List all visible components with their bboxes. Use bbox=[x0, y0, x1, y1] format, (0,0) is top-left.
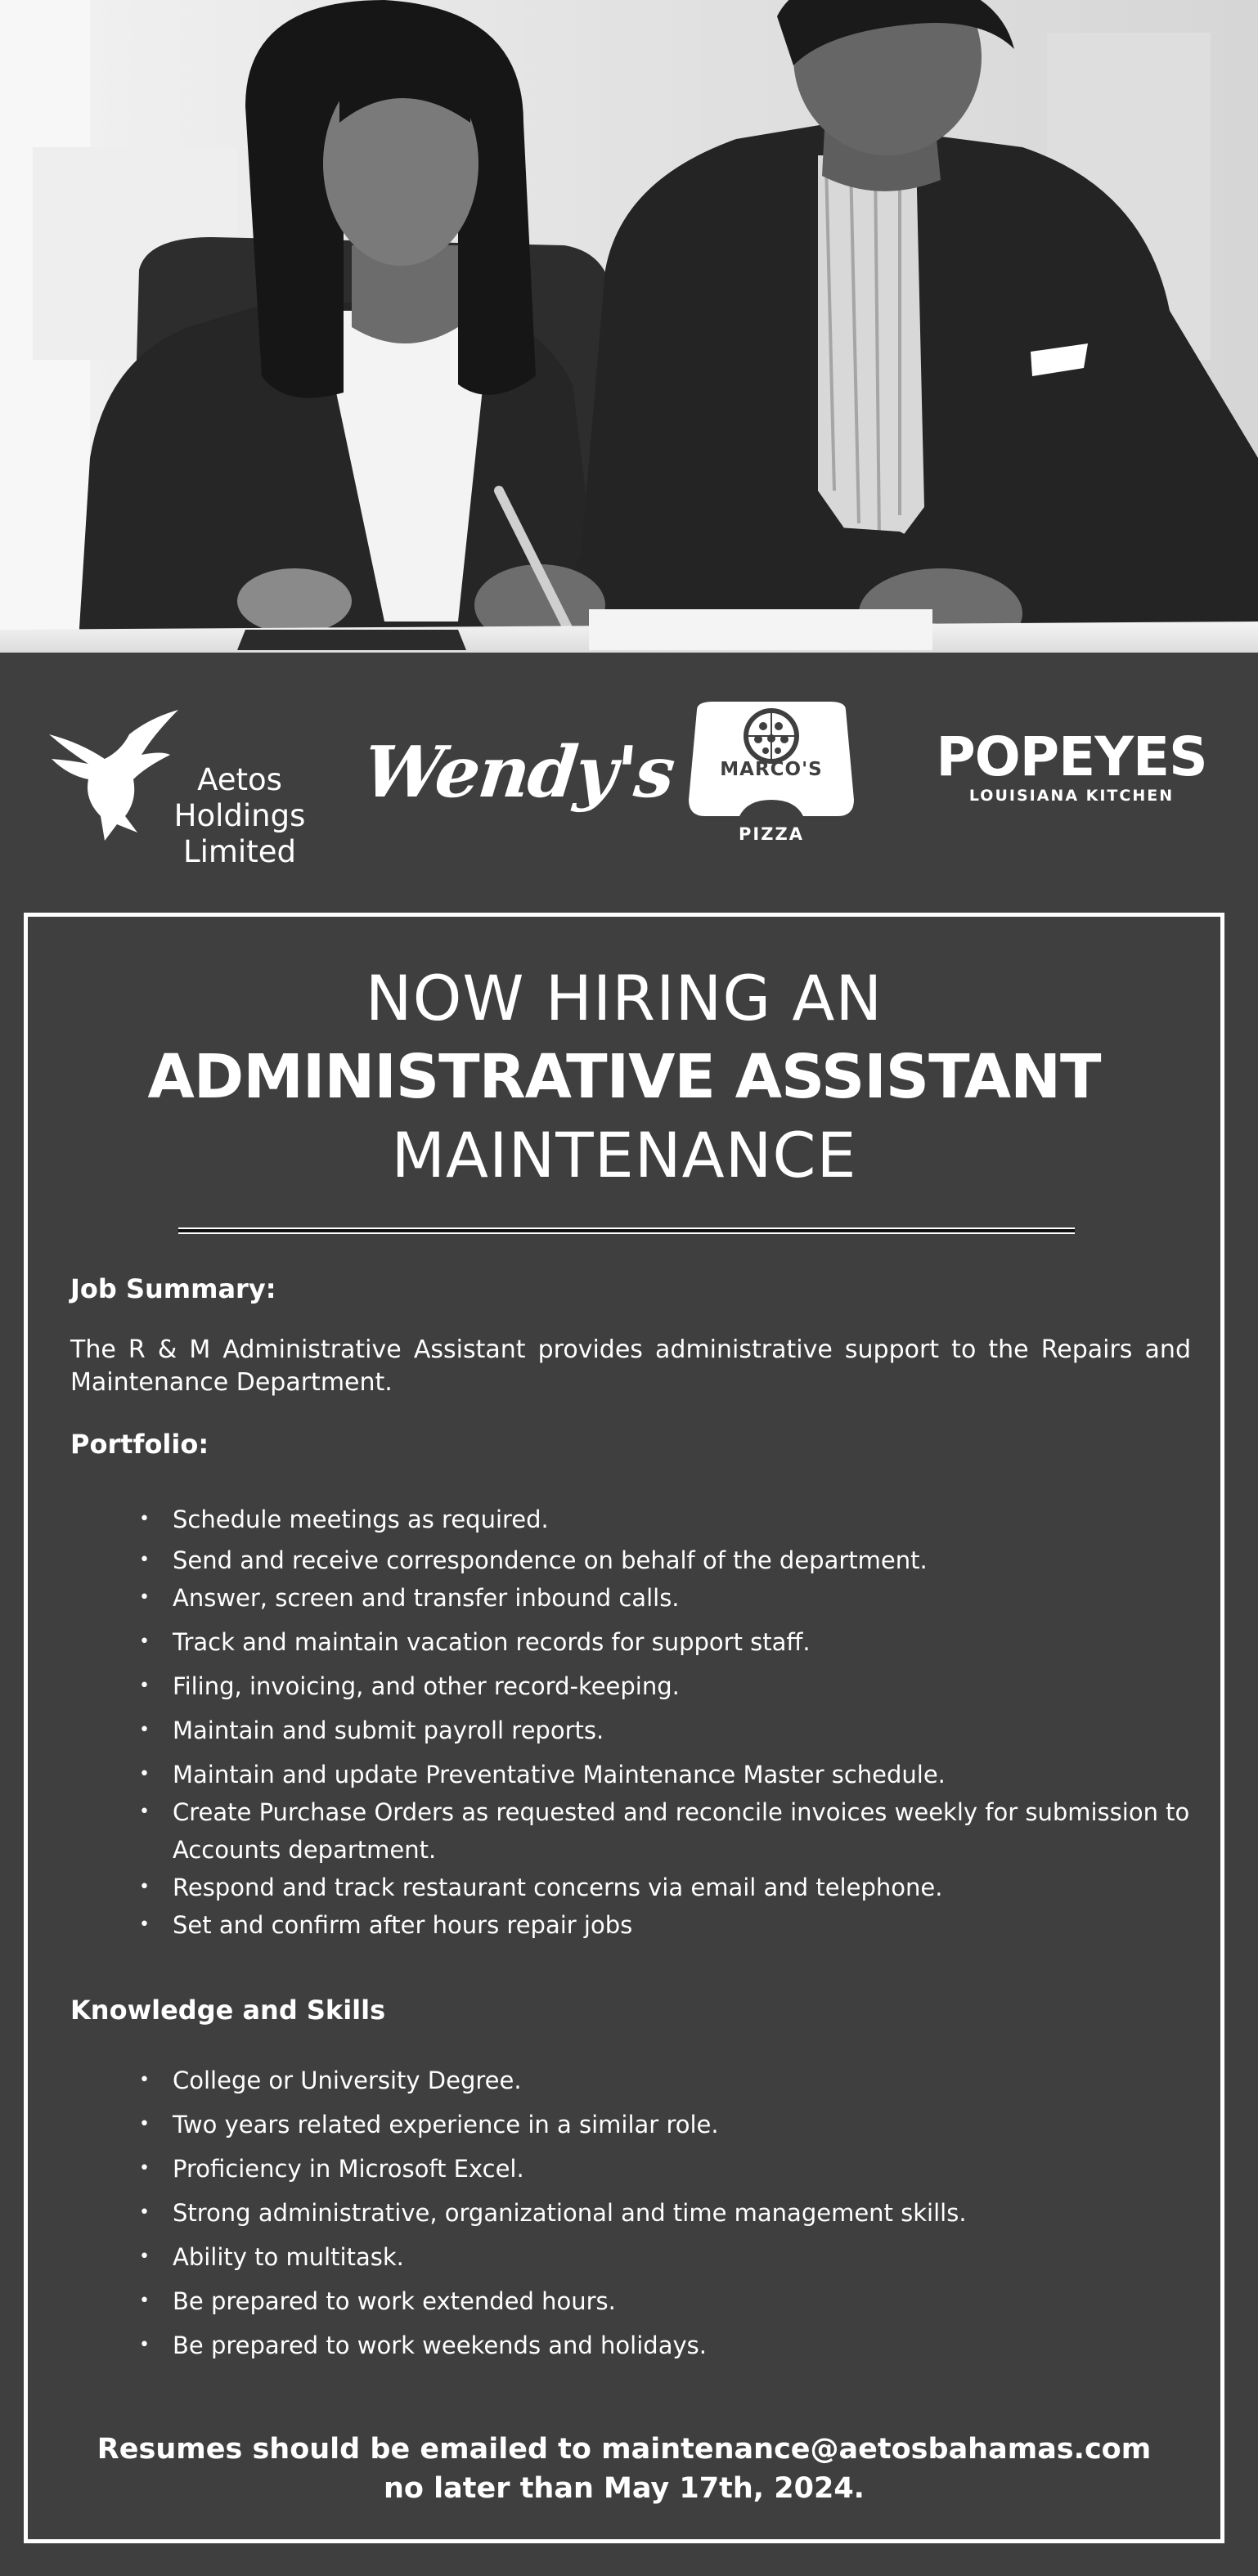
eagle-icon bbox=[47, 710, 178, 841]
marcos-pizza-logo bbox=[681, 702, 862, 845]
office-photo-illustration bbox=[0, 0, 1258, 653]
aetos-line3: Limited bbox=[183, 834, 296, 869]
popeyes-wordmark: POPEYES bbox=[936, 725, 1207, 788]
aetos-holdings-logo bbox=[47, 710, 309, 869]
list-item: • Filing, invoicing, and other record-keeping. bbox=[70, 1667, 1199, 1705]
list-item: • Strong administrative, organizational and time management skills. bbox=[70, 2194, 1199, 2232]
headline-line1: NOW HIRING AN bbox=[365, 962, 883, 1034]
list-item: • Respond and track restaurant concerns via email and telephone. bbox=[70, 1869, 1199, 1906]
list-item: • Ability to multitask. bbox=[70, 2238, 1199, 2276]
knowledge-skills-title: Knowledge and Skills bbox=[70, 1995, 386, 2026]
job-posting-panel bbox=[24, 913, 1224, 2543]
list-item: • Proficiency in Microsoft Excel. bbox=[70, 2150, 1199, 2188]
headline-job-title: ADMINISTRATIVE ASSISTANT bbox=[147, 1042, 1101, 1112]
wendys-logo bbox=[359, 728, 678, 826]
list-item: • Be prepared to work extended hours. bbox=[70, 2282, 1199, 2320]
list-item: • Two years related experience in a similar role. bbox=[70, 2106, 1199, 2143]
aetos-logo-text bbox=[170, 762, 309, 870]
list-item: • Send and receive correspondence on behalf of the department. bbox=[70, 1542, 1199, 1579]
list-item: • Set and confirm after hours repair jobs bbox=[70, 1906, 1199, 1944]
headline bbox=[28, 959, 1220, 1195]
list-item: • Maintain and update Preventative Maintenance Master schedule. bbox=[70, 1756, 1199, 1793]
header-photo bbox=[0, 0, 1258, 653]
job-summary-title: Job Summary: bbox=[70, 1273, 276, 1304]
list-item: • Be prepared to work weekends and holidays. bbox=[70, 2327, 1199, 2364]
logo-band bbox=[0, 653, 1258, 906]
application-instructions bbox=[28, 2430, 1220, 2508]
aetos-line1: Aetos bbox=[197, 762, 282, 797]
list-item: • Track and maintain vacation records for support staff. bbox=[70, 1623, 1199, 1661]
list-item: • Create Purchase Orders as requested and reconcile invoices weekly for submission to Accounts department. bbox=[70, 1793, 1220, 1869]
knowledge-skills-list bbox=[70, 2062, 1199, 2364]
list-item: • Maintain and submit payroll reports. bbox=[70, 1712, 1199, 1749]
list-item: • College or University Degree. bbox=[70, 2062, 1199, 2099]
popeyes-logo bbox=[928, 725, 1215, 818]
aetos-line2: Holdings bbox=[173, 798, 306, 833]
marcos-pizza-label: PIZZA bbox=[739, 824, 804, 844]
wendys-wordmark: Wendy's bbox=[359, 731, 678, 814]
popeyes-tagline: LOUISIANA KITCHEN bbox=[968, 787, 1175, 805]
list-item: • Schedule meetings as required. bbox=[70, 1501, 1199, 1538]
email-instruction: Resumes should be emailed to maintenance@aetosbahamas.com bbox=[97, 2433, 1152, 2466]
portfolio-list bbox=[70, 1501, 1199, 1944]
marcos-wordmark: MARCO'S bbox=[720, 759, 823, 780]
divider-rule bbox=[178, 1227, 1075, 1234]
list-item: • Answer, screen and transfer inbound calls. bbox=[70, 1579, 1199, 1617]
deadline: no later than May 17th, 2024. bbox=[384, 2472, 865, 2505]
job-summary-text: The R & M Administrative Assistant provides administrative support to the Repairs and Maintenance Department. bbox=[70, 1335, 1191, 1397]
headline-department: MAINTENANCE bbox=[391, 1119, 857, 1192]
portfolio-title: Portfolio: bbox=[70, 1429, 209, 1460]
